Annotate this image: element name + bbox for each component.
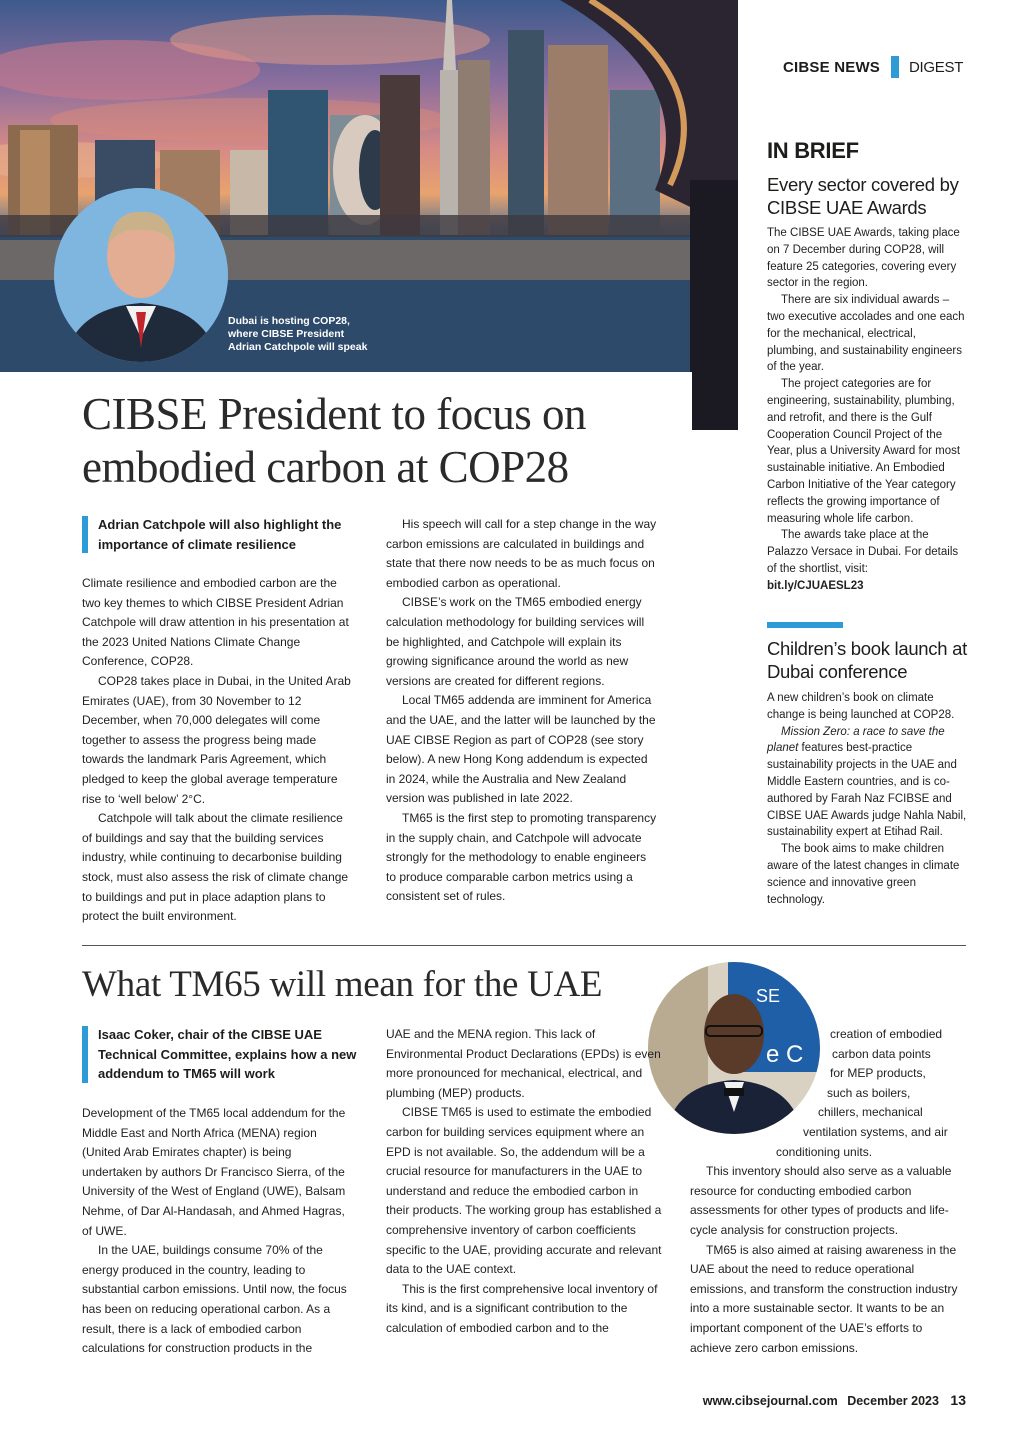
paragraph: In the UAE, buildings consume 70% of the energy produced in the country, leading to substantial carbon emissions. Until now, the focus has been on reducing operational carbon. As a result, there is a lack of embodied carbon calculations for construction products in the bbox=[82, 1243, 347, 1356]
paragraph: There are six individual awards – two executive accolades and one each for the mechanical, electrical, plumbing, and sustainability engineers of the year. bbox=[767, 294, 965, 374]
portrait-illustration bbox=[54, 188, 228, 362]
paragraph: UAE and the MENA region. This lack of Environmental Product Declarations (EPDs) is even more pronounced for mechanical, electrical, and plumbing (MEP) products. bbox=[386, 1027, 661, 1100]
paragraph: CIBSE TM65 is used to estimate the embodied carbon for building services equipment where an EPD is not available. So, the addendum will be a crucial resource for manufacturers in the UAE to understand and reduce the embodied carbon in their products. The working group has established a comprehensive inventory of carbon coefficients specific to the UAE, providing accurate and relevant data to the UAE context. bbox=[386, 1105, 662, 1277]
paragraph: This is the first comprehensive local inventory of its kind, and is a significant contribution to the calculation of embodied carbon and to the bbox=[386, 1281, 658, 1335]
paragraph bbox=[767, 527, 967, 594]
section-divider bbox=[891, 56, 899, 78]
page-footer bbox=[703, 1392, 966, 1408]
paragraph: Development of the TM65 local addendum for the Middle East and North Africa (MENA) region (United Arab Emirates chapter) is being undertaken by authors Dr Francisco Sierra, of the University of the West of England (UWE), Balsam Nehme, of Dar Al-Handasah, and Ahmed Hagras, of UWE. bbox=[82, 1106, 346, 1238]
section-rule bbox=[82, 945, 966, 946]
section-label: CIBSE NEWS bbox=[783, 58, 881, 76]
article2-column2 bbox=[386, 1025, 662, 1339]
sidebar-divider bbox=[767, 622, 843, 628]
brief1-body bbox=[767, 225, 967, 595]
footer-issue: December 2023 bbox=[847, 1394, 939, 1408]
paragraph: TM65 is also aimed at raising awareness in the UAE about the need to reduce operational emissions, and transform the construction industry into a more sustainable sector. It wants to be an important component of the UAE’s efforts to achieve zero carbon emissions. bbox=[690, 1242, 958, 1355]
svg-text:e C: e C bbox=[766, 1041, 804, 1068]
wrap-line: conditioning units. bbox=[776, 1144, 873, 1159]
wrap-line: carbon data points bbox=[832, 1046, 931, 1061]
brief2-body bbox=[767, 690, 967, 908]
paragraph: CIBSE’s work on the TM65 embodied energy calculation methodology for building services will be highlighted, and Catchpole will explain its growing significance around the world as new versions are created for different regions. bbox=[386, 595, 645, 688]
article2-column3 bbox=[690, 1025, 966, 1358]
article2-column1 bbox=[82, 1104, 354, 1359]
paragraph-text: The awards take place at the Palazzo Versace in Dubai. For details of the shortlist, visit: bbox=[767, 529, 959, 575]
hero-pillar bbox=[692, 372, 738, 430]
wrap-line: for MEP products, bbox=[830, 1066, 926, 1081]
page-number: 13 bbox=[950, 1392, 966, 1408]
brief2-headline: Children’s book launch at Dubai conference bbox=[767, 638, 967, 682]
paragraph: The project categories are for engineering, sustainability, plumbing, and retrofit, and there is the Gulf Cooperation Council Project of the Year, plus a University Award for most sustainable initiative. An Embodied Carbon Initiative of the Year category reflects the growing importance of measuring whole life carbon. bbox=[767, 378, 961, 525]
paragraph bbox=[767, 724, 967, 842]
paragraph: A new children’s book on climate change is being launched at COP28. bbox=[767, 692, 955, 721]
portrait-adrian-catchpole bbox=[54, 188, 228, 362]
paragraph: The CIBSE UAE Awards, taking place on 7 December during COP28, will feature 25 categories, covering every sector in the region. bbox=[767, 227, 960, 290]
subsection-label: DIGEST bbox=[909, 58, 964, 76]
paragraph: Climate resilience and embodied carbon are the two key themes to which CIBSE President Adrian Catchpole will draw attention in his presentation at the 2023 United Nations Climate Change Conference, COP28. bbox=[82, 576, 349, 669]
shortlist-link[interactable]: bit.ly/CJUAESL23 bbox=[767, 579, 864, 592]
book-title: Mission Zero: a race to save the planet bbox=[767, 725, 945, 755]
paragraph: His speech will call for a step change in the way carbon emissions are calculated in buildings and state that there now needs to be as much focus on embodied carbon as operational. bbox=[386, 517, 657, 590]
paragraph-text: features best-practice sustainability projects in the UAE and Middle Eastern countries, and is co-authored by Farah Naz FCIBSE and CIBSE UAE Awards judge Nahla Nabil, sustainability expert at Etihad Rail. bbox=[767, 742, 967, 839]
paragraph: This inventory should also serve as a valuable resource for conducting embodied carbon assessments for other types of products and life-cycle analysis for construction projects. bbox=[690, 1164, 952, 1237]
paragraph: COP28 takes place in Dubai, in the United Arab Emirates (UAE), from 30 November to 12 December, when 70,000 delegates will come together to assess the progress being made towards the landmark Paris Agreement, which pledged to keep the global average temperature rise to ‘well below’ 2°C. bbox=[82, 673, 351, 806]
article1-standfirst: Adrian Catchpole will also highlight the importance of climate resilience bbox=[82, 515, 368, 554]
article1-headline: CIBSE President to focus on embodied carbon at COP28 bbox=[82, 389, 586, 492]
article2-headline: What TM65 will mean for the UAE bbox=[82, 964, 603, 1005]
article1-column2 bbox=[386, 515, 658, 907]
wrap-line: creation of embodied bbox=[830, 1027, 943, 1041]
article1-column1 bbox=[82, 574, 356, 927]
paragraph: The book aims to make children aware of the latest changes in climate science and innovative green technology. bbox=[767, 843, 960, 906]
article2-standfirst: Isaac Coker, chair of the CIBSE UAE Technical Committee, explains how a new addendum to TM65 will work bbox=[82, 1025, 358, 1084]
sidebar-title: IN BRIEF bbox=[767, 138, 859, 163]
svg-text:SE: SE bbox=[756, 986, 781, 1006]
paragraph: Catchpole will talk about the climate resilience of buildings and say that the building services industry, while continuing to decarbonise building stock, must also assess the risk of climate change to buildings and put in place adaption plans to protect the built environment. bbox=[82, 811, 349, 924]
paragraph: Local TM65 addenda are imminent for America and the UAE, and the latter will be launched by the UAE CIBSE Region as part of COP28 (see story below). A new Hong Kong addendum is expected in 2024, while the Australia and New Zealand version was published in late 2022. bbox=[386, 693, 656, 806]
section-header bbox=[783, 56, 963, 78]
wrap-line: such as boilers, bbox=[827, 1085, 911, 1100]
paragraph: TM65 is the first step to promoting transparency in the supply chain, and Catchpole will advocate strongly for the methodology to enable engineers to produce comparable carbon metrics using a consistent set of rules. bbox=[386, 810, 657, 904]
brief1-headline: Every sector covered by CIBSE UAE Awards bbox=[767, 174, 959, 218]
wrap-line: ventilation systems, and air bbox=[803, 1124, 948, 1139]
hero-caption: Dubai is hosting COP28, where CIBSE President Adrian Catchpole will speak bbox=[228, 315, 368, 353]
wrap-line: chillers, mechanical bbox=[818, 1105, 923, 1120]
footer-url[interactable]: www.cibsejournal.com bbox=[702, 1394, 838, 1408]
